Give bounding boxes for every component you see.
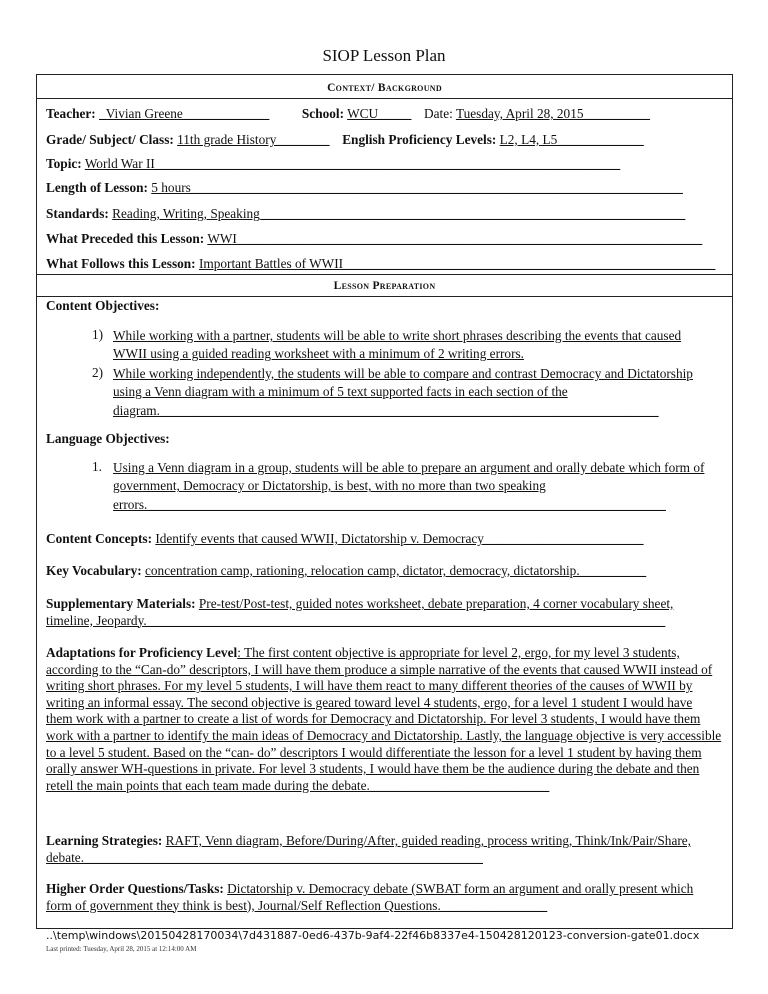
topic-row: [46, 156, 726, 172]
topic-label: Topic:: [46, 156, 82, 171]
higher-order-questions-value: Dictatorship v. Democracy debate (SWBAT form an argument and orally present which form of government they think is best), Journal/Self Reflection Questions.________________: [46, 881, 694, 913]
learning-strategies-value: RAFT, Venn diagram, Before/During/After, guided reading, process writing, Think/Ink/Pair/Share, debate.____________________________________________________________: [46, 833, 691, 865]
list-number: 1): [92, 327, 104, 342]
supplementary-materials-value: Pre-test/Post-test, guided notes worksheet, debate preparation, 4 corner vocabulary sheet, timeline, Jeopardy.______________________________________________________________________________: [46, 596, 674, 628]
list-number: 2): [92, 365, 104, 380]
school-value: WCU_____: [347, 106, 412, 121]
content-objectives-label: Content Objectives:: [46, 298, 160, 313]
elp-value: L2, L4, L5_____________: [499, 132, 644, 147]
language-objective-1: Using a Venn diagram in a group, students will be able to prepare an argument and orally debate which form of government, Democracy or Dictatorship, is best, with no more than two speaking errors.______________________________________________________________________________: [113, 460, 705, 512]
key-vocabulary-value: concentration camp, rationing, relocation camp, dictator, democracy, dictatorship.__________: [145, 563, 647, 578]
key-vocabulary-row: [46, 563, 726, 579]
higher-order-questions-label: Higher Order Questions/Tasks:: [46, 881, 224, 896]
content-concepts-row: [46, 531, 726, 547]
document-title: SIOP Lesson Plan: [322, 46, 446, 65]
language-objectives-label: Language Objectives:: [46, 431, 170, 446]
length-row: [46, 180, 726, 196]
last-printed-footer: Last printed: Tuesday, April 28, 2015 at 12:14:00 AM: [46, 945, 197, 953]
grade-label: Grade/ Subject/ Class:: [46, 132, 174, 147]
standards-value: Reading, Writing, Speaking________________________________________________________________: [112, 206, 686, 221]
supplementary-materials-label: Supplementary Materials:: [46, 596, 196, 611]
file-path-footer: ..\temp\windows\20150428170034\7d431887-0ed6-437b-9af4-22f46b8337e4-150428120123-conversion-gate01.docx: [46, 929, 700, 942]
preceded-label: What Preceded this Lesson:: [46, 231, 205, 246]
content-objective-2: While working independently, the students will be able to compare and contrast Democracy and Dictatorship using a Venn diagram with a minimum of 5 text supported facts in each section of the diagram.___________________________________________________________________________: [113, 366, 693, 418]
divider: [36, 98, 733, 99]
grade-value: 11th grade History________: [177, 132, 330, 147]
elp-label: English Proficiency Levels:: [342, 132, 497, 147]
adaptations-label: Adaptations for Proficiency Level: [46, 645, 238, 660]
date-value: Tuesday, April 28, 2015__________: [455, 106, 650, 121]
preceded-row: [46, 231, 726, 247]
standards-row: [46, 206, 726, 222]
teacher-label: Teacher:: [46, 106, 96, 121]
lesson-prep-section-header: Lesson Preparation: [333, 280, 436, 292]
school-label: School:: [301, 106, 345, 121]
content-objective-1: While working with a partner, students will be able to write short phrases describing the events that caused WWII using a guided reading worksheet with a minimum of 2 writing errors.: [113, 328, 682, 362]
higher-order-questions: [46, 881, 722, 914]
teacher-value: _Vivian Greene_____________: [99, 106, 270, 121]
list-number: 1.: [92, 459, 102, 474]
adaptations-value: : The first content objective is appropriate for level 2, ergo, for my level 3 students, according to the “Can-do” descriptors, I will have them produce a simple narrative of the events that caused WWII instead of writing short phrases. For my level 5 students, I will have them react to many different theories of the causes of WWII by writing an informal essay. The second objective is geared toward level 4 students, ergo, for a level 1 student I would have them work with a partner to create a list of words for Democracy and Dictatorship. For level 3 students, I would have them work with a partner to identify the main ideas of Democracy and Dictatorship. Lastly, the language objective is very accessible to a level 5 student. Based on the “can- do” descriptors I would differentiate the lesson for a level 1 student by having them orally answer WH-questions in private. For level 3 students, I would have them be the audience during the debate and then retell the main points that each team made during the debate.___________________________: [46, 645, 722, 793]
adaptations: [46, 645, 722, 794]
key-vocabulary-label: Key Vocabulary:: [46, 563, 142, 578]
context-section-header: Context/ Background: [327, 82, 442, 94]
learning-strategies-label: Learning Strategies:: [46, 833, 163, 848]
length-value: 5 hours__________________________________________________________________________: [151, 180, 683, 195]
date-label: Date:: [424, 106, 453, 121]
content-concepts-label: Content Concepts:: [46, 531, 152, 546]
preceded-value: WWI______________________________________________________________________: [207, 231, 703, 246]
length-label: Length of Lesson:: [46, 180, 148, 195]
supplementary-materials: [46, 596, 722, 629]
follows-value: Important Battles of WWII________________________________________________________: [198, 256, 716, 271]
divider: [36, 296, 733, 297]
grade-row: [46, 132, 726, 148]
content-concepts-value: Identify events that caused WWII, Dictatorship v. Democracy________________________: [155, 531, 644, 546]
follows-label: What Follows this Lesson:: [46, 256, 196, 271]
learning-strategies: [46, 833, 722, 866]
topic-value: World War II______________________________________________________________________: [84, 156, 621, 171]
teacher-row: [46, 106, 726, 122]
divider: [36, 274, 733, 275]
follows-row: [46, 256, 726, 272]
standards-label: Standards:: [46, 206, 109, 221]
